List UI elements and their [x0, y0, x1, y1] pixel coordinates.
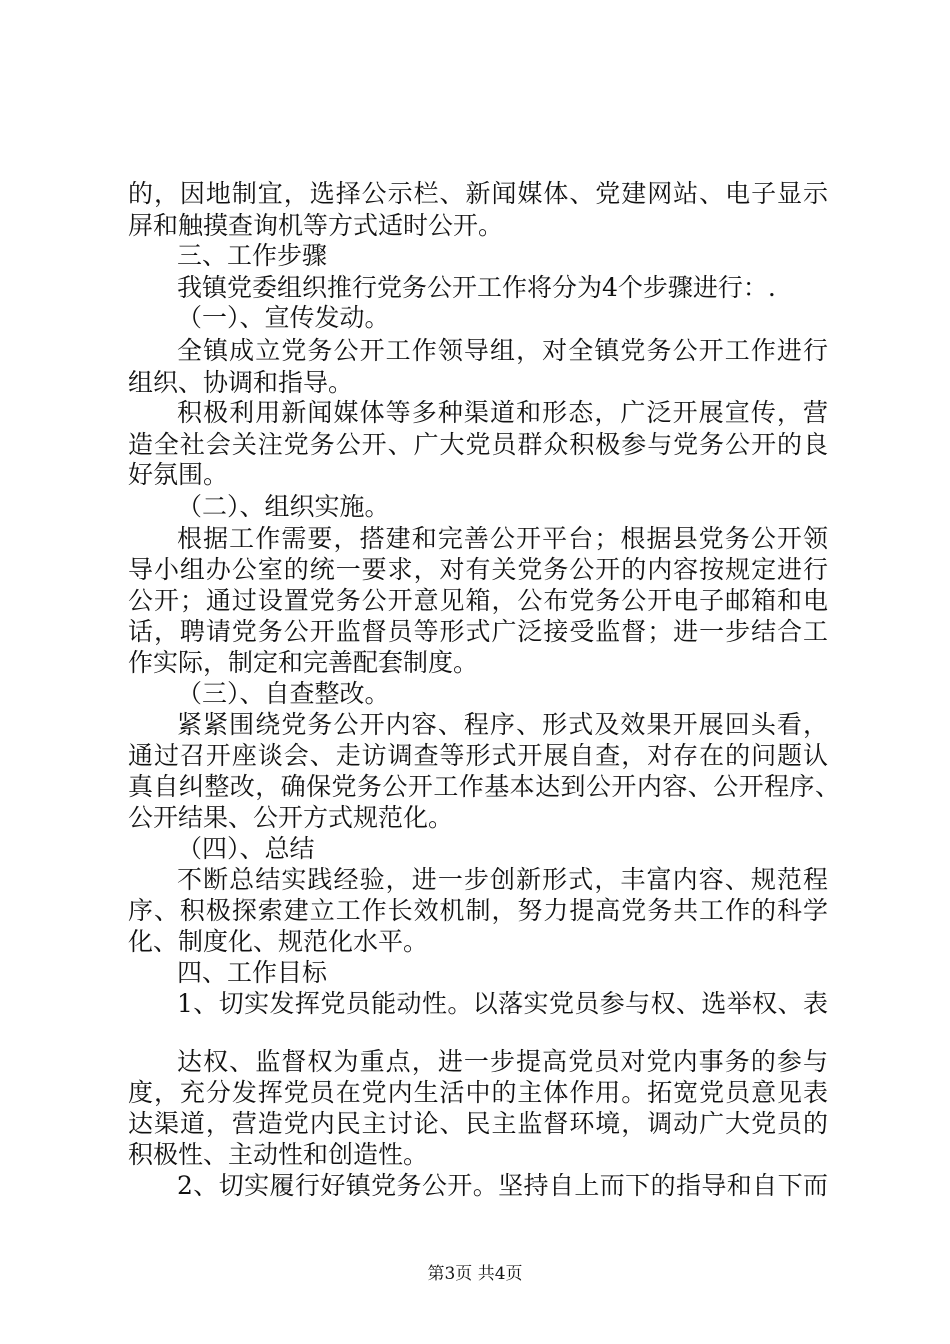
text-line: 紧紧围绕党务公开内容、程序、形式及效果开展回头看，: [177, 710, 828, 739]
text-line: 话，聘请党务公开监督员等形式广泛接受监督；进一步结合工: [128, 617, 828, 646]
text-line: 屏和触摸查询机等方式适时公开。: [128, 211, 504, 240]
text-line: 度，充分发挥党员在党内生活中的主体作用。拓宽党员意见表: [128, 1078, 828, 1107]
text-line: 导小组办公室的统一要求，对有关党务公开的内容按规定进行: [128, 555, 828, 584]
text-line: 序、积极探索建立工作长效机制，努力提高党务共工作的科学: [128, 896, 828, 925]
text-line: 不断总结实践经验，进一步创新形式，丰富内容、规范程: [177, 865, 828, 894]
text-line: 积极利用新闻媒体等多种渠道和形态，广泛开展宣传，营: [177, 398, 828, 427]
text-line: 达渠道，营造党内民主讨论、民主监督环境，调动广大党员的: [128, 1109, 828, 1138]
text-line: 好氛围。: [128, 460, 229, 489]
text-line: 达权、监督权为重点，进一步提高党员对党内事务的参与: [177, 1047, 828, 1076]
subsection-heading: （一）、宣传发动。: [177, 303, 390, 332]
text-line: 2、切实履行好镇党务公开。坚持自上而下的指导和自下而: [177, 1171, 828, 1200]
subsection-heading: （四）、总结: [177, 834, 315, 863]
text-line: 根据工作需要，搭建和完善公开平台；根据县党务公开领: [177, 524, 828, 553]
text-line: 的，因地制宜，选择公示栏、新闻媒体、党建网站、电子显示: [128, 179, 828, 208]
section-heading: 四、工作目标: [177, 958, 328, 987]
page-number-footer: 第3页 共4页: [427, 1264, 523, 1284]
text-line: 化、制度化、规范化水平。: [128, 927, 429, 956]
text-line: 作实际，制定和完善配套制度。: [128, 648, 479, 677]
text-line: 造全社会关注党务公开、广大党员群众积极参与党务公开的良: [128, 430, 828, 459]
text-line: 真自纠整改，确保党务公开工作基本达到公开内容、公开程序、: [128, 772, 840, 801]
text-line: 全镇成立党务公开工作领导组，对全镇党务公开工作进行: [177, 336, 828, 365]
text-line: 公开结果、公开方式规范化。: [128, 803, 454, 832]
text-line: 公开；通过设置党务公开意见箱，公布党务公开电子邮箱和电: [128, 586, 828, 615]
text-line: 积极性、主动性和创造性。: [128, 1140, 429, 1169]
text-line: 我镇党委组织推行党务公开工作将分为4个步骤进行：.: [177, 273, 776, 302]
text-line: 1、切实发挥党员能动性。以落实党员参与权、选举权、表: [177, 989, 828, 1018]
subsection-heading: （二）、组织实施。: [177, 492, 390, 521]
subsection-heading: （三）、自查整改。: [177, 679, 390, 708]
text-line: 通过召开座谈会、走访调查等形式开展自查，对存在的问题认: [128, 741, 828, 770]
text-line: 组织、协调和指导。: [128, 368, 354, 397]
section-heading: 三、工作步骤: [177, 241, 328, 270]
